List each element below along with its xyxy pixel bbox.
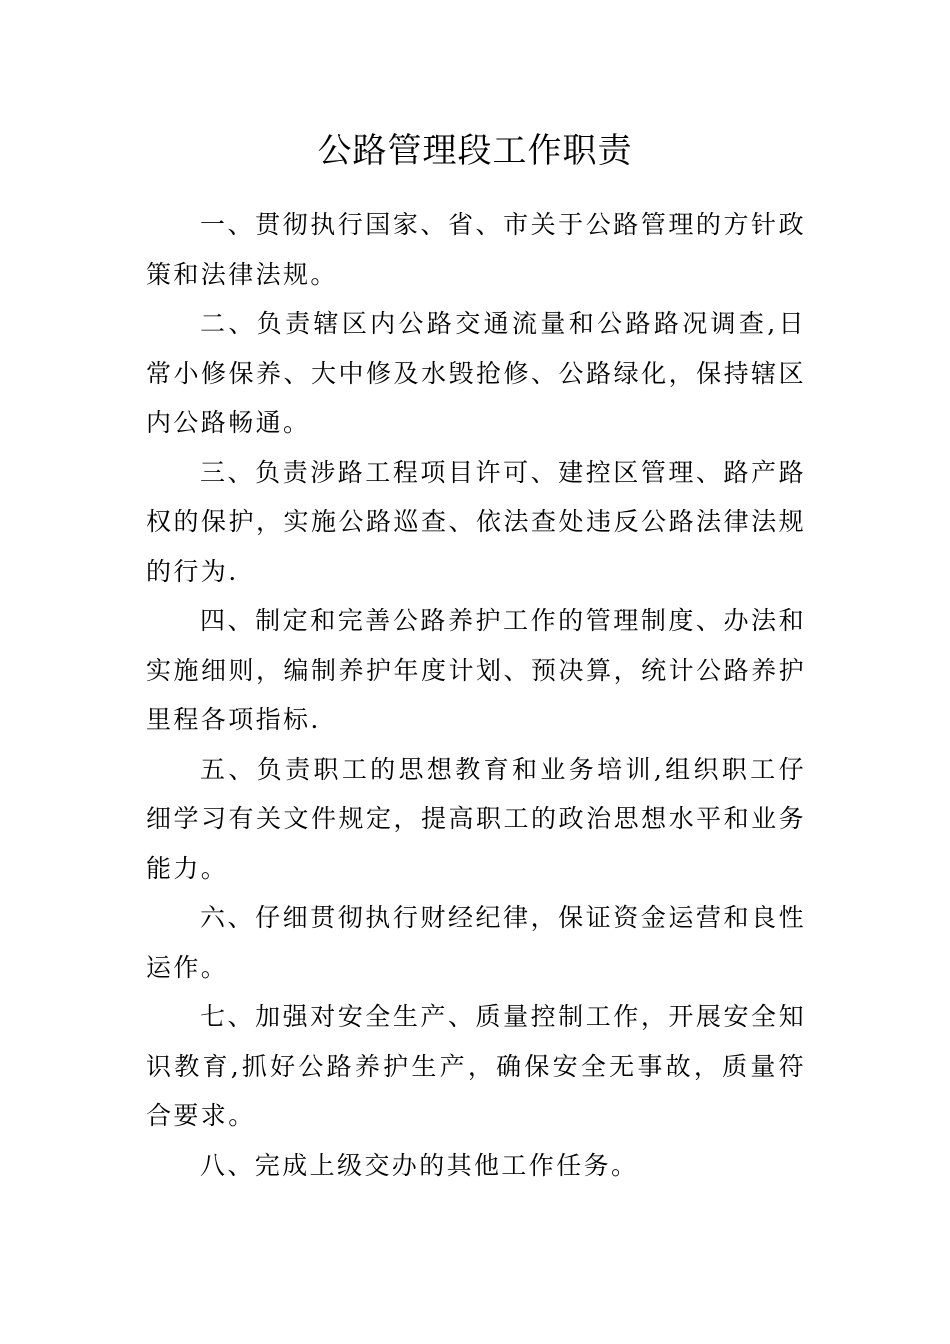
paragraph-2: 二、负责辖区内公路交通流量和公路路况调查,日常小修保养、大中修及水毁抢修、公路绿化，保持辖区内公路畅通。 [146, 309, 806, 437]
document-title: 公路管理段工作职责 [317, 131, 633, 171]
paragraph-3: 三、负责涉路工程项目许可、建控区管理、路产路权的保护，实施公路巡查、依法查处违反公路法律法规的行为. [146, 457, 806, 586]
paragraph-5: 五、负责职工的思想教育和业务培训,组织职工仔细学习有关文件规定，提高职工的政治思想水平和业务能力。 [146, 754, 806, 883]
paragraph-8: 八、完成上级交办的其他工作任务。 [200, 1150, 639, 1180]
paragraph-6: 六、仔细贯彻执行财经纪律，保证资金运营和良性运作。 [146, 903, 806, 982]
document-body [146, 200, 806, 1190]
paragraph-1: 一、贯彻执行国家、省、市关于公路管理的方针政策和法律法规。 [146, 210, 806, 289]
paragraph-7: 七、加强对安全生产、质量控制工作，开展安全知识教育,抓好公路养护生产，确保安全无事故，质量符合要求。 [146, 1002, 806, 1130]
paragraph-4: 四、制定和完善公路养护工作的管理制度、办法和实施细则，编制养护年度计划、预决算，统计公路养护里程各项指标. [146, 606, 806, 734]
